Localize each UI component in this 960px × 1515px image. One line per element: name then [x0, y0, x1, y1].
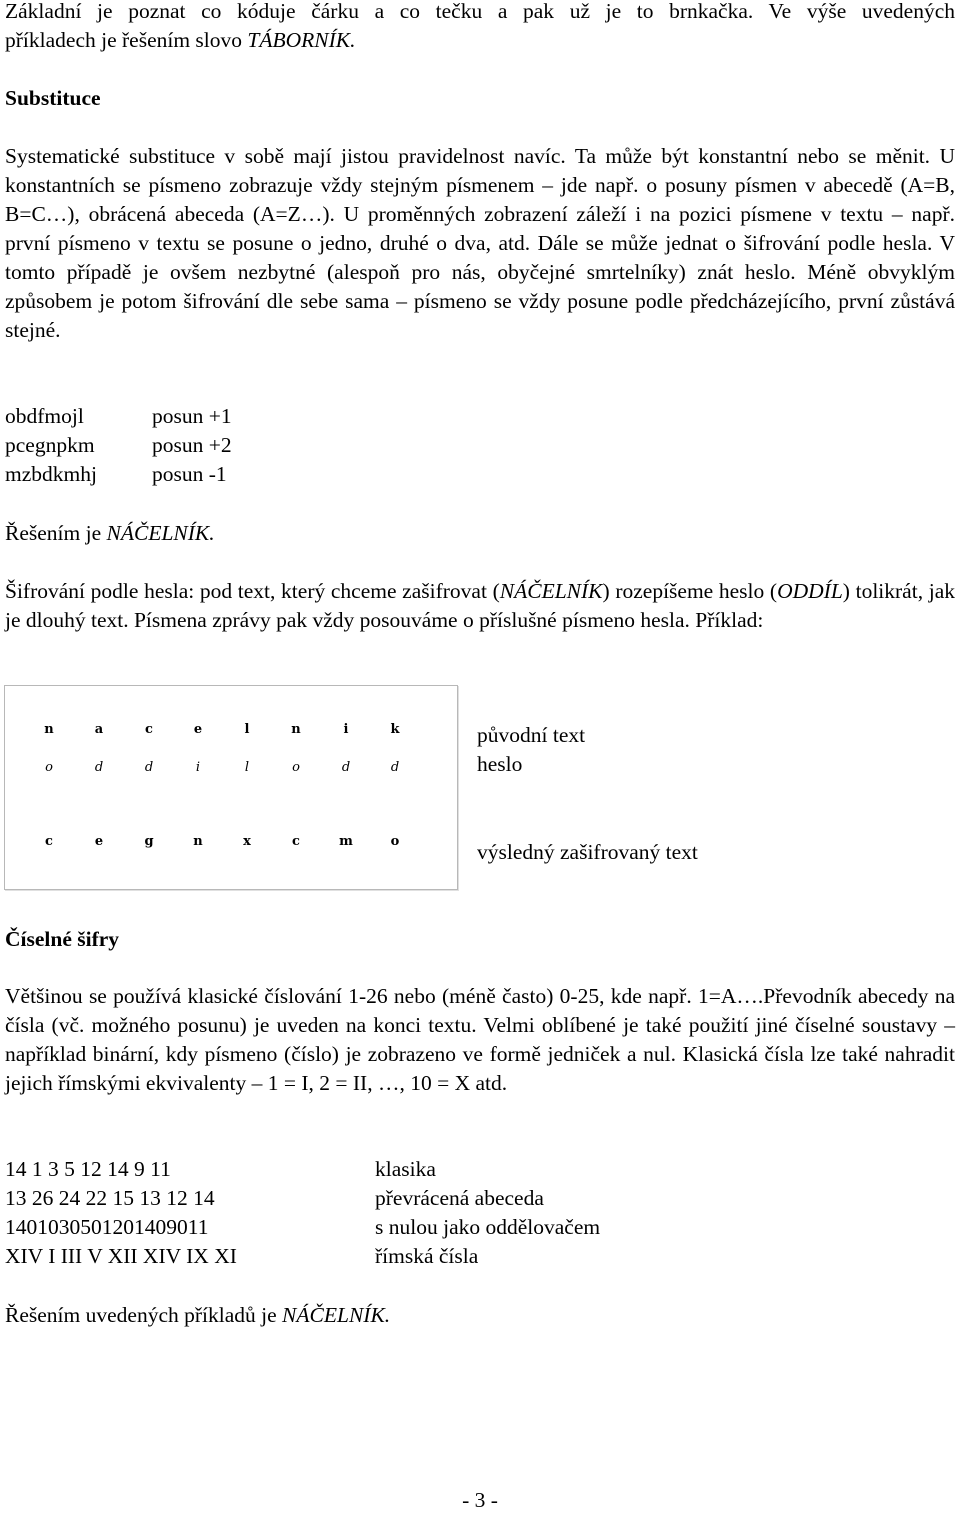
numeric-example-row [5, 1155, 436, 1184]
keyword-word-plaintext: NÁČELNÍK [499, 579, 603, 603]
key-letter: d [144, 760, 154, 775]
numeric-example-label: s nulou jako oddělovačem [375, 1215, 601, 1239]
numeric-example-code: 13 26 24 22 15 13 12 14 [5, 1186, 215, 1210]
key-letter: i [195, 760, 201, 775]
shift-example-row [5, 431, 232, 460]
shift-example-label: posun +1 [152, 404, 232, 428]
plaintext-letter: a [94, 722, 104, 737]
numeric-example-row [5, 1184, 544, 1213]
plaintext-letter: n [291, 722, 301, 737]
key-letter: d [341, 760, 351, 775]
figure-row-key [5, 760, 457, 778]
figure-label-ciphertext: výsledný zašifrovaný text [477, 840, 698, 864]
figure-label-plaintext: původní text [477, 723, 586, 747]
intro-answer-word: TÁBORNÍK. [247, 28, 356, 52]
shift-example-label: posun -1 [152, 462, 227, 486]
ciphertext-letter: e [94, 834, 104, 849]
plaintext-letter: l [244, 722, 250, 737]
shift-example-row [5, 460, 227, 489]
numeric-solution-word: NÁČELNÍK. [282, 1303, 391, 1327]
shift-example-label: posun +2 [152, 433, 232, 457]
ciphertext-letter: g [144, 834, 154, 849]
solution-prefix: Řešením je [5, 521, 107, 545]
numeric-example-label: převrácená abeceda [375, 1186, 544, 1210]
figure-label-key: heslo [477, 752, 523, 776]
numeric-example-code: XIV I III V XII XIV IX XI [5, 1244, 237, 1268]
key-letter: o [45, 760, 53, 775]
section-heading-numeric: Číselné šifry [5, 927, 120, 951]
ciphertext-letter: o [390, 834, 400, 849]
numeric-solution [5, 1301, 955, 1330]
figure-row-ciphertext [5, 834, 457, 852]
substitution-solution [5, 519, 955, 548]
intro-paragraph [5, 0, 955, 55]
key-letter: l [244, 760, 250, 775]
plaintext-letter: c [145, 722, 153, 737]
plaintext-letter: n [44, 722, 54, 737]
numeric-example-code: 14 1 3 5 12 14 9 11 [5, 1157, 171, 1181]
numeric-example-label: římská čísla [375, 1244, 479, 1268]
intro-line-2 [5, 26, 955, 55]
keyword-text-3: ) tolikrát, jak je dlouhý text. Písmena zprávy pak vždy posouváme o příslušné písmeno hesla. Příklad: [5, 579, 955, 632]
key-letter: d [390, 760, 400, 775]
keyword-paragraph [5, 577, 955, 635]
shift-example-code: obdfmojl [5, 404, 84, 428]
page-number: - 3 - [462, 1488, 498, 1512]
plaintext-letter: k [390, 722, 400, 737]
ciphertext-letter: n [193, 834, 203, 849]
keyword-word-key: ODDÍL [777, 579, 843, 603]
cipher-example-figure [4, 685, 458, 890]
section-heading-substitution: Substituce [5, 86, 101, 110]
ciphertext-letter: m [339, 834, 353, 849]
numeric-example-code: 1401030501201409011 [5, 1215, 209, 1239]
numeric-solution-prefix: Řešením uvedených příkladů je [5, 1303, 283, 1327]
keyword-text-2: ) rozepíšeme heslo ( [602, 579, 778, 603]
intro-line-1: Základní je poznat co kóduje čárku a co tečku a pak už je to brnkačka. Ve výše uvedených [5, 0, 955, 23]
key-letter: d [94, 760, 104, 775]
key-letter: o [292, 760, 300, 775]
intro-line-2-text: příkladech je řešením slovo [5, 28, 248, 52]
solution-word: NÁČELNÍK. [106, 521, 215, 545]
numeric-example-row [5, 1242, 479, 1271]
shift-example-row [5, 402, 232, 431]
ciphertext-letter: c [292, 834, 300, 849]
shift-example-code: pcegnpkm [5, 433, 95, 457]
substitution-paragraph: Systematické substituce v sobě mají jistou pravidelnost navíc. Ta může být konstantní nebo se měnit. U konstantních se písmeno zobrazuje vždy stejným písmenem – jde např. o posuny písmen v abecedě (A=B, B=C…), obrácená abeceda (A=Z…). U proměnných zobrazení záleží i na pozici písmene v textu – např. první písmeno v textu se posune o jedno, druhé o dva, atd. Dále se může jednat o šifrování podle hesla. V tomto případě je ovšem nezbytné (alespoň pro nás, obyčejné smrtelníky) znát heslo. Méně obvyklým způsobem je potom šifrování dle sebe sama – písmeno se vždy posune podle předcházejícího, první zůstává stejné. [5, 144, 955, 342]
plaintext-letter: i [343, 722, 349, 737]
ciphertext-letter: x [243, 834, 251, 849]
figure-row-plaintext [5, 722, 457, 740]
ciphertext-letter: c [45, 834, 53, 849]
numeric-paragraph: Většinou se používá klasické číslování 1-26 nebo (méně často) 0-25, kde např. 1=A….Převodník abecedy na čísla (vč. možného posunu) je uveden na konci textu. Velmi oblíbené je také použití jiné číselné soustavy – například binární, kdy písmeno (číslo) je zobrazeno ve formě jedniček a nul. Klasická čísla lze také nahradit jejich římskými ekvivalenty – 1 = I, 2 = II, …, 10 = X atd. [5, 984, 955, 1095]
shift-example-code: mzbdkmhj [5, 462, 97, 486]
keyword-text-1: Šifrování podle hesla: pod text, který chceme zašifrovat ( [5, 579, 500, 603]
numeric-example-row [5, 1213, 601, 1242]
plaintext-letter: e [193, 722, 203, 737]
numeric-example-label: klasika [375, 1157, 436, 1181]
